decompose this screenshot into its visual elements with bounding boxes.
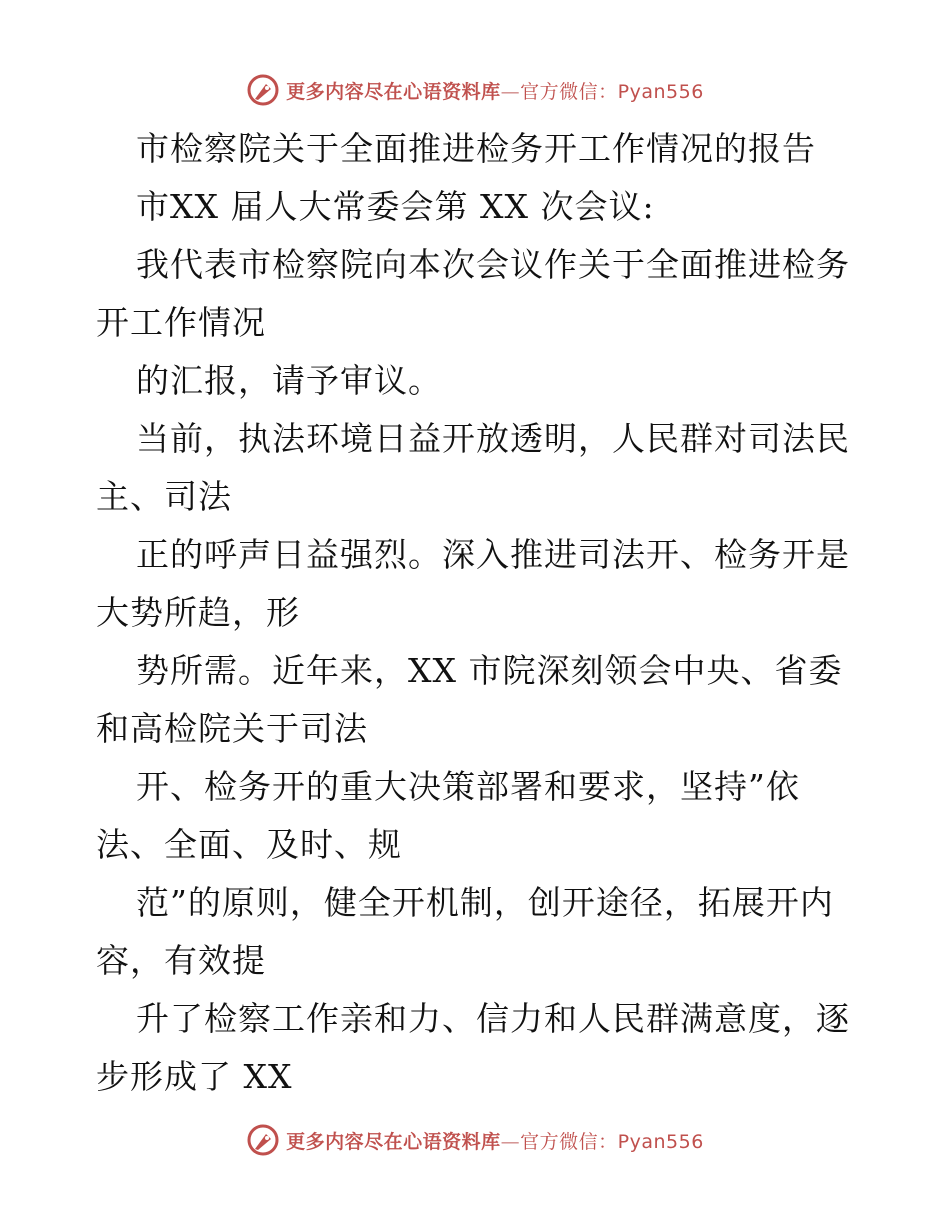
- banner-dash: —: [500, 1130, 521, 1153]
- document-line: 大势所趋，形: [96, 593, 300, 632]
- document-line: 容，有效提: [96, 941, 266, 980]
- document-line: 和高检院关于司法: [96, 709, 368, 748]
- document-line: 势所需。近年来，XX 市院深刻领会中央、省委: [136, 651, 843, 690]
- document-line: 我代表市检察院向本次会议作关于全面推进检务: [136, 245, 850, 284]
- pen-nib-logo-icon: [246, 1123, 280, 1157]
- footer-banner: [0, 1120, 950, 1160]
- document-line: 当前，执法环境日益开放透明，人民群对司法民: [136, 419, 850, 458]
- banner-text: [286, 77, 704, 104]
- banner-wechat: 官方微信：Pyan556: [520, 1130, 704, 1153]
- document-line: 市检察院关于全面推进检务开工作情况的报告: [136, 129, 816, 168]
- document-line: 的汇报，请予审议。: [136, 361, 442, 400]
- document-line: 开工作情况: [96, 303, 266, 342]
- document-line: 范”的原则，健全开机制，创开途径，拓展开内: [136, 883, 834, 922]
- header-banner: [0, 70, 950, 110]
- document-line: 正的呼声日益强烈。深入推进司法开、检务开是: [136, 535, 850, 574]
- document-line: 主、司法: [96, 477, 232, 516]
- banner-text: [286, 1127, 704, 1154]
- banner-lead: 更多内容尽在心语资料库: [286, 80, 501, 103]
- document-line: 升了检察工作亲和力、信力和人民群满意度，逐: [136, 999, 850, 1038]
- document-body: [96, 120, 876, 1106]
- banner-dash: —: [500, 80, 521, 103]
- pen-nib-logo-icon: [246, 73, 280, 107]
- banner-lead: 更多内容尽在心语资料库: [286, 1130, 501, 1153]
- banner-wechat: 官方微信：Pyan556: [520, 80, 704, 103]
- document-line: 法、全面、及时、规: [96, 825, 402, 864]
- document-line: 市XX 届人大常委会第 XX 次会议:: [136, 187, 655, 226]
- document-line: 步形成了 XX: [96, 1057, 293, 1096]
- document-line: 开、检务开的重大决策部署和要求，坚持”依: [136, 767, 800, 806]
